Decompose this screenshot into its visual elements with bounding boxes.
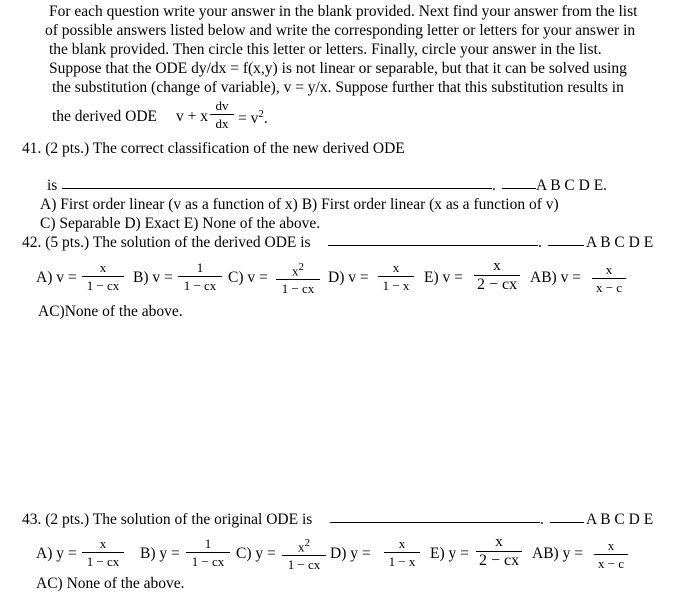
q43-option-c-fraction — [282, 536, 326, 572]
q43-option-b-label: B) y = — [140, 545, 180, 562]
fraction-denominator: x − c — [595, 280, 623, 295]
q42-option-e-fraction — [474, 259, 520, 292]
derived-ode-rhs — [238, 108, 268, 128]
intro-line-5: the substitution (change of variable), v = y/x. Suppose further that this substitution results in — [52, 79, 624, 96]
fraction-bar — [178, 276, 222, 277]
fraction-bar — [282, 555, 326, 556]
derived-ode-denominator: dx — [215, 116, 229, 131]
q43-option-e-label: E) y = — [430, 545, 469, 562]
q42-option-ab-label: AB) v = — [530, 269, 581, 286]
fraction-bar — [384, 552, 420, 553]
q41-prompt: 41. (2 pts.) The correct classification of the new derived ODE — [22, 140, 405, 157]
fraction-denominator: 1 − x — [382, 278, 410, 293]
fraction-denominator: 2 − cx — [476, 276, 518, 293]
fraction-numerator: 1 — [204, 536, 212, 551]
q42-option-d-label: D) v = — [328, 269, 369, 286]
q43-option-c-label: C) y = — [236, 545, 276, 562]
derived-ode-rhs-dot: . — [263, 110, 268, 128]
fraction-denominator: 1 − cx — [281, 281, 315, 297]
q42-option-c-fraction — [276, 260, 320, 296]
q43-option-ab-fraction — [594, 538, 628, 571]
q42-option-ab-fraction — [592, 262, 626, 295]
q43-answer-blank[interactable] — [330, 509, 540, 528]
fraction-denominator: x − c — [597, 556, 625, 571]
fraction-bar — [186, 552, 230, 553]
derived-ode-prefix: the derived ODE — [52, 108, 158, 125]
fraction-denominator: 1 − cx — [183, 278, 217, 293]
intro-line-1: For each question write your answer in the blank provided. Next find your answer from the list — [49, 3, 638, 20]
numerator-base: x — [298, 539, 305, 555]
fraction-numerator — [276, 260, 320, 278]
q42-option-c-label: C) v = — [228, 269, 268, 286]
q42-option-e-label: E) v = — [424, 269, 463, 286]
q42-option-d-fraction — [378, 260, 414, 293]
fraction-denominator: 1 − cx — [86, 554, 120, 569]
q41-options-line-1: A) First order linear (v as a function of x) B) First order linear (x as a function of v) — [40, 196, 559, 213]
q43-dot: . — [540, 511, 544, 528]
intro-line-4: Suppose that the ODE dy/dx = f(x,y) is not linear or separable, but that it can be solved using — [49, 60, 627, 77]
fraction-numerator: x — [605, 262, 613, 277]
fraction-numerator: x — [392, 260, 400, 275]
q43-none-option: AC) None of the above. — [36, 575, 185, 592]
fraction-numerator: x — [99, 260, 107, 275]
numerator-exponent: 2 — [298, 261, 304, 273]
q42-letters[interactable]: A B C D E — [586, 234, 654, 251]
numerator-exponent: 2 — [304, 537, 310, 549]
q41-answer-blank[interactable] — [62, 175, 492, 194]
q43-letters[interactable]: A B C D E — [586, 511, 654, 528]
fraction-denominator: 2 − cx — [478, 552, 520, 569]
q43-option-d-label: D) y = — [330, 545, 371, 562]
q41-dot: . — [492, 177, 496, 194]
numerator-base: x — [292, 263, 299, 279]
fraction-bar — [82, 552, 124, 553]
q42-letter-blank[interactable] — [548, 232, 584, 251]
q42-option-b-label: B) v = — [133, 269, 173, 286]
derived-ode-fraction — [210, 98, 234, 131]
intro-line-3: the blank provided. Then circle this letter or letters. Finally, circle your answer in the list. — [49, 41, 602, 58]
intro-line-2: of possible answers listed below and write the corresponding letter or letters for your answer in — [45, 22, 636, 39]
fraction-denominator: 1 − cx — [287, 557, 321, 573]
q43-prompt: 43. (2 pts.) The solution of the original ODE is — [22, 511, 313, 528]
q42-prompt: 42. (5 pts.) The solution of the derived ODE is — [22, 234, 311, 251]
fraction-bar — [378, 276, 414, 277]
q43-letter-blank[interactable] — [550, 509, 584, 528]
fraction-numerator: 1 — [196, 260, 204, 275]
fraction-denominator: 1 − cx — [86, 278, 120, 293]
fraction-denominator: 1 − cx — [191, 554, 225, 569]
fraction-numerator: x — [495, 534, 503, 550]
fraction-bar — [594, 554, 628, 555]
q43-option-b-fraction — [186, 536, 230, 569]
q42-answer-blank[interactable] — [328, 232, 538, 251]
q42-dot: . — [538, 234, 542, 251]
q42-none-option: AC)None of the above. — [38, 303, 183, 320]
fraction-bar — [276, 279, 320, 280]
fraction-denominator: 1 − x — [388, 554, 416, 569]
q41-letters[interactable]: A B C D E. — [536, 177, 608, 194]
q42-option-a-fraction — [82, 260, 124, 293]
q43-option-e-fraction — [476, 535, 522, 568]
fraction-numerator: x — [398, 536, 406, 551]
derived-ode-rhs-sup: 2 — [258, 108, 264, 120]
fraction-bar — [82, 276, 124, 277]
derived-ode-numerator: dv — [215, 98, 229, 113]
q43-option-d-fraction — [384, 536, 420, 569]
q41-letter-blank[interactable] — [502, 175, 536, 194]
fraction-numerator: x — [607, 538, 615, 553]
q43-option-a-label: A) y = — [36, 545, 77, 562]
q42-option-a-label: A) v = — [36, 269, 77, 286]
fraction-numerator: x — [99, 536, 107, 551]
q43-option-a-fraction — [82, 536, 124, 569]
derived-ode-rhs-v: = v — [238, 110, 259, 128]
q42-option-b-fraction — [178, 260, 222, 293]
fraction-numerator — [282, 536, 326, 554]
q41-options-line-2: C) Separable D) Exact E) None of the above. — [40, 215, 321, 232]
q43-option-ab-label: AB) y = — [532, 545, 583, 562]
derived-ode-lhs: v + x — [176, 108, 208, 125]
q41-is-label: is — [47, 177, 58, 194]
fraction-bar — [210, 114, 234, 115]
fraction-numerator: x — [493, 258, 501, 274]
fraction-bar — [592, 278, 626, 279]
